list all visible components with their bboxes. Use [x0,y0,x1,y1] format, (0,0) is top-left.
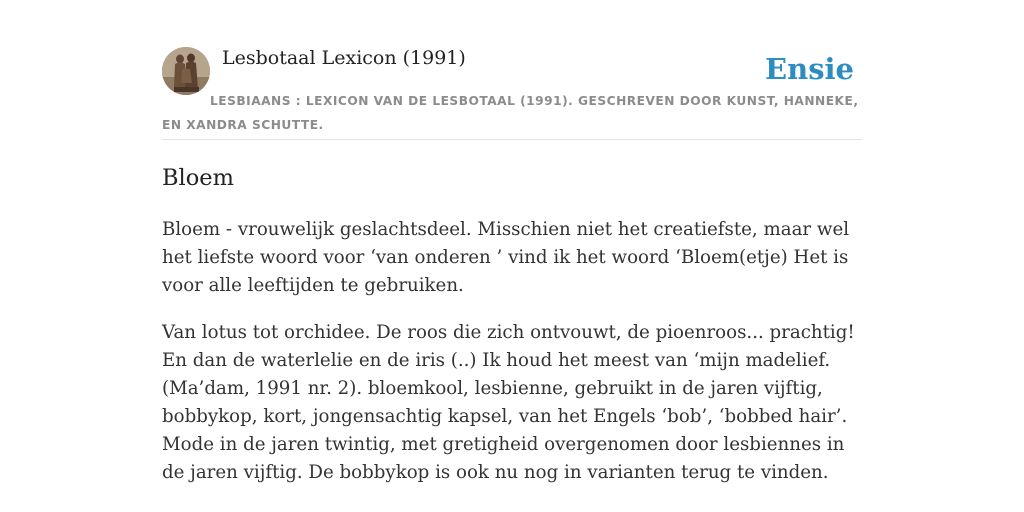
header-divider [162,139,862,140]
source-subtitle: LESBIAANS : LEXICON VAN DE LESBOTAAL (1991). GESCHREVEN DOOR KUNST, HANNEKE, EN XANDRA SCHUTTE. [162,94,859,132]
brand-logo[interactable]: Ensie [765,52,854,86]
lexicon-avatar[interactable] [162,47,210,95]
lexicon-title[interactable]: Lesbotaal Lexicon (1991) [222,47,466,69]
entry-paragraph: Van lotus tot orchidee. De roos die zich ontvouwt, de pioenroos... prachtig! En dan de waterlelie en de iris (..) Ik houd het meest van ‘mijn madelief. (Ma’dam, 1991 nr. 2). bloemkool, lesbienne, gebruikt in de jaren vijftig, bobbykop, kort, jongensachtig kapsel, van het Engels ‘bob’, ‘bobbed hair’. Mode in de jaren twintig, met gretigheid overgenomen door lesbiennes in de jaren vijftig. De bobbykop is ook nu nog in varianten terug te vinden. [162,322,855,483]
statue-photo-icon [162,47,210,95]
entry-title: Bloem [162,165,234,191]
entry-paragraph: Bloem - vrouwelijk geslachtsdeel. Misschien niet het creatiefste, maar wel het liefste woord voor ‘van onderen ’ vind ik het woord ‘Bloem(etje) Het is voor alle leeftijden te gebruiken. [162,219,850,296]
